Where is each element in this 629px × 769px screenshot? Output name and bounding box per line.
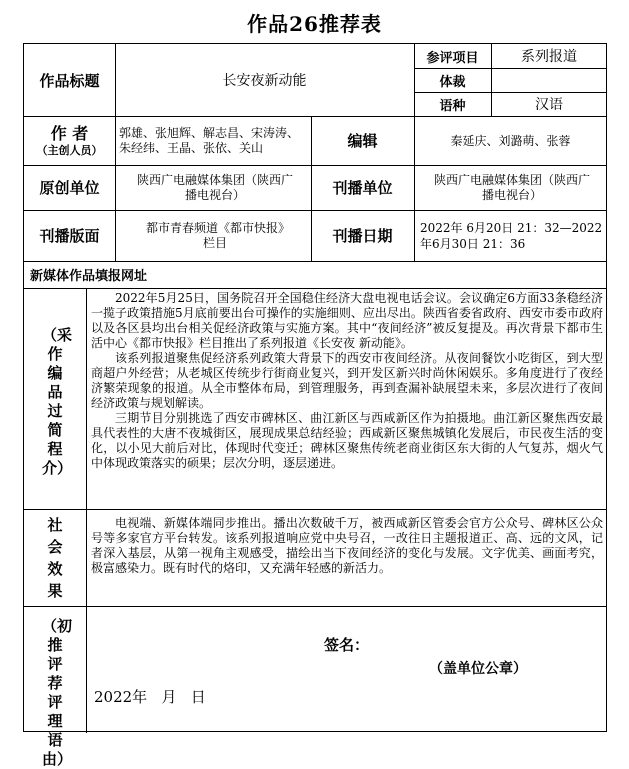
work-title-value: 长安夜新动能 xyxy=(222,73,307,89)
publish-unit-value: 陕西广电融媒体集团（陕西广播电视台） xyxy=(434,172,590,202)
publish-date-label: 刊播日期 xyxy=(332,227,393,245)
process-paragraph-1: 2022年5月25日，国务院召开全国稳住经济大盘电视电话会议。会议确定6方面33条稳经济一揽子政策措施5月底前要出台可操作的实施细则、应出尽出。陕西省委省政府、西安市委市政府以及各区县均出台相关促经济政策与实施方案。其中“夜间经济”被反复提及。再次背景下都市生活中心《都市快报》栏目推出了系列报道《长安夜 新动能》。 xyxy=(91,291,603,350)
process-label: （采作编品过简程介） xyxy=(42,326,73,477)
category-value: 系列报道 xyxy=(521,49,577,65)
author-label-cell xyxy=(24,116,115,165)
publish-section-label: 刊播版面 xyxy=(39,227,100,245)
process-paragraph-3: 三期节目分别挑选了西安市碑林区、曲江新区与西咸新区作为拍摄地。曲江新区聚焦西安最具代表性的大唐不夜城街区，展现成果总结经验；西咸新区聚焦城镇化发展后，市民夜生活的变化，以小见大前后对比，体现时代变迁；碑林区聚焦传统老商业街区东大街的人气复苏，烟火气中体现政策落实的硕果；层次分明，逐层递进。 xyxy=(91,411,603,470)
process-paragraph-2: 该系列报道聚焦促经济系列政策大背景下的西安市夜间经济。从夜间餐饮小吃街区，到大型商超户外经营；从老城区传统步行街商业复兴，到开发区新兴时尚休闲娱乐。多角度进行了夜经济繁荣现象的报道。从全市整体布局，到管理服务，再到查漏补缺展望未来，多层次进行了夜间经济政策与规划解读。 xyxy=(91,351,603,410)
effect-text xyxy=(91,516,603,576)
publish-unit-label: 刊播单位 xyxy=(332,179,393,197)
authors-value: 郭雄、张旭辉、解志昌、宋涛涛、朱经纬、王晶、张依、关山 xyxy=(119,125,300,155)
effect-label: 社会效果 xyxy=(47,516,63,600)
signature-label: 签名： xyxy=(324,636,370,654)
review-label: （初推评荐评理语由） xyxy=(42,617,73,768)
language-value: 汉语 xyxy=(535,97,563,113)
seal-label: （盖单位公章） xyxy=(429,661,527,677)
publish-date-value: 2022年 6月20日 21：32—2022年6月30日 21：36 xyxy=(420,220,603,251)
original-unit-value: 陕西广电融媒体集团（陕西广播电视台） xyxy=(136,172,293,202)
process-text xyxy=(91,291,603,471)
editors-value: 秦延庆、刘潞萌、张蓉 xyxy=(450,134,571,148)
review-date: 2022年 月 日 xyxy=(94,688,206,706)
publish-section-value: 都市青春频道《都市快报》栏目 xyxy=(145,220,284,250)
genre-value xyxy=(491,68,607,92)
page-title: 作品26推荐表 xyxy=(247,12,382,36)
language-label: 语种 xyxy=(439,98,466,114)
author-label: 作 者 xyxy=(50,123,89,143)
category-label: 参评项目 xyxy=(426,50,479,66)
genre-label: 体裁 xyxy=(439,74,466,90)
original-unit-label: 原创单位 xyxy=(39,179,100,197)
recommendation-table xyxy=(23,43,607,768)
author-sub-label: （主创人员） xyxy=(36,143,103,157)
editor-label: 编辑 xyxy=(347,132,378,150)
new-media-url-label: 新媒体作品填报网址 xyxy=(30,269,148,284)
work-title-label: 作品标题 xyxy=(39,71,100,90)
effect-paragraph: 电视端、新媒体端同步推出。播出次数破千万，被西咸新区管委会官方公众号、碑林区公众号等多家官方平台转发。该系列报道响应党中央号召，一改往日主题报道正、高、远的文风，记者深入基层，从第一视角主观感受，描绘出当下夜间经济的变化与发展。文字优美、画面考究，极富感染力。既有时代的烙印，又充满年轻感的新活力。 xyxy=(91,516,603,575)
